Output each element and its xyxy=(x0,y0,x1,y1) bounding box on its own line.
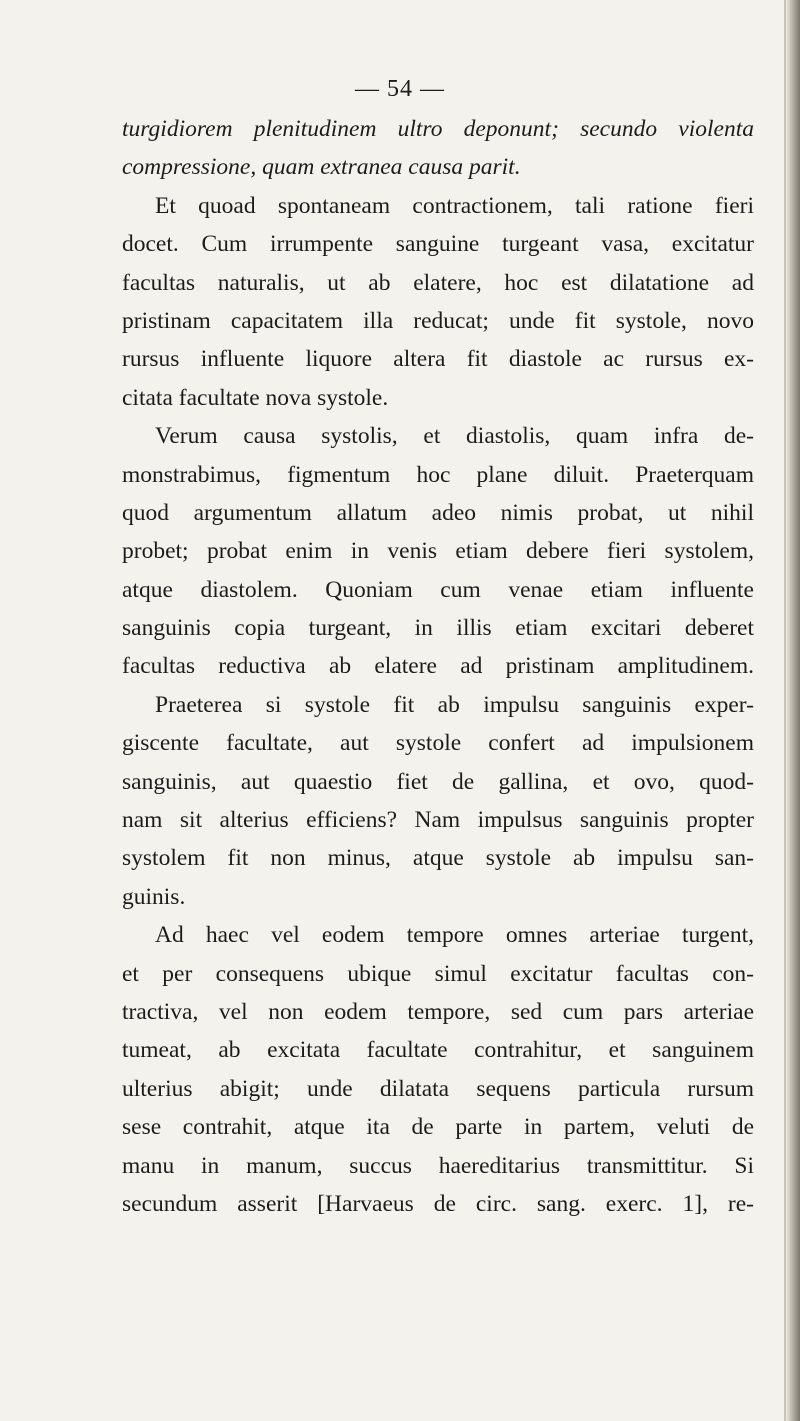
text-line: ulterius abigit; unde dilatata sequens particula rursum xyxy=(122,1075,754,1102)
text-line: Ad haec vel eodem tempore omnes arteriae turgent, xyxy=(155,922,754,949)
text-line: probet; probat enim in venis etiam debere fieri systolem, xyxy=(122,538,754,565)
page-number: — 54 — xyxy=(355,76,445,102)
text-line: Et quoad spontaneam contractionem, tali ratione fieri xyxy=(155,192,754,219)
text-line: tractiva, vel non eodem tempore, sed cum pars arteriae xyxy=(122,998,754,1025)
binding-edge-shadow xyxy=(786,0,800,1421)
text-line: tumeat, ab excitata facultate contrahitur, et sanguinem xyxy=(122,1037,754,1064)
text-line: sanguinis, aut quaestio fiet de gallina, et ovo, quod- xyxy=(122,768,754,795)
text-line: Verum causa systolis, et diastolis, quam infra de- xyxy=(155,423,754,450)
text-line: et per consequens ubique simul excitatur facultas con- xyxy=(122,960,754,987)
text-line: sese contrahit, atque ita de parte in partem, veluti de xyxy=(122,1114,754,1141)
text-line: systolem fit non minus, atque systole ab impulsu san- xyxy=(122,845,754,872)
text-line: turgidiorem plenitudinem ultro deponunt; secundo violenta xyxy=(122,116,754,142)
text-line: compressione, quam extranea causa parit. xyxy=(122,154,521,181)
text-line: atque diastolem. Quoniam cum venae etiam influente xyxy=(122,576,754,603)
text-line: sanguinis copia turgeant, in illis etiam excitari deberet xyxy=(122,615,754,642)
text-line: pristinam capacitatem illa reducat; unde fit systole, novo xyxy=(122,307,754,334)
text-line: rursus influente liquore altera fit diastole ac rursus ex- xyxy=(122,346,754,373)
text-line: Praeterea si systole fit ab impulsu sanguinis exper- xyxy=(155,691,754,718)
text-line: secundum asserit [Harvaeus de circ. sang. exerc. 1], re- xyxy=(122,1190,754,1217)
text-line: facultas naturalis, ut ab elatere, hoc est dilatatione ad xyxy=(122,269,754,296)
body-text xyxy=(122,110,754,1223)
text-line: quod argumentum allatum adeo nimis probat, ut nihil xyxy=(122,499,754,526)
text-line: citata facultate nova systole. xyxy=(122,384,389,411)
text-line: nam sit alterius efficiens? Nam impulsus sanguinis propter xyxy=(122,807,754,834)
text-line: facultas reductiva ab elatere ad pristinam amplitudinem. xyxy=(122,653,754,680)
text-line: monstrabimus, figmentum hoc plane diluit. Praeterquam xyxy=(122,461,754,488)
text-line: giscente facultate, aut systole confert ad impulsionem xyxy=(122,730,754,757)
text-line: docet. Cum irrumpente sanguine turgeant vasa, excitatur xyxy=(122,231,754,258)
text-line: guinis. xyxy=(122,883,186,910)
text-line: manu in manum, succus haereditarius transmittitur. Si xyxy=(122,1152,754,1179)
